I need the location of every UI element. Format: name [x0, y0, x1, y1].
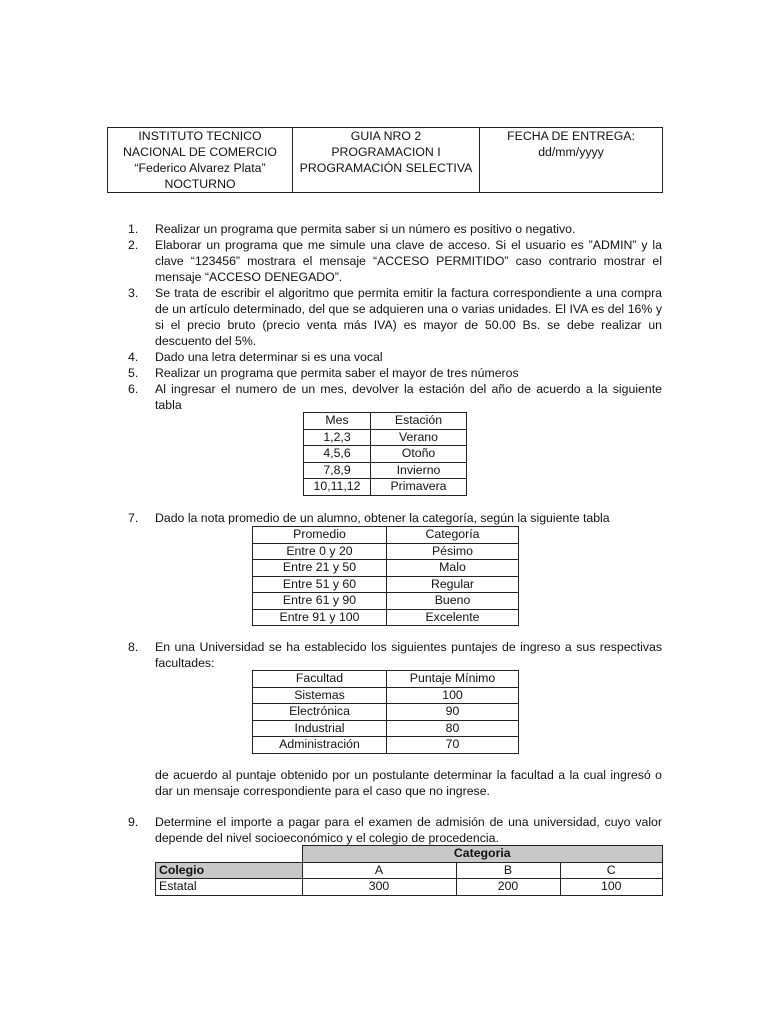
exercise-3 — [128, 285, 662, 349]
item-text: En una Universidad se ha establecido los siguientes puntajes de ingreso a sus respectivas facultades: — [155, 640, 662, 670]
table-cell: Otoño — [371, 446, 467, 463]
table-header: Colegio — [156, 862, 303, 879]
table-cell: Excelente — [387, 609, 519, 626]
table-row — [253, 576, 519, 593]
table-row — [253, 720, 519, 737]
item-number: 9. — [128, 815, 139, 829]
table-row — [304, 462, 467, 479]
table-row — [253, 560, 519, 577]
table-header: Puntaje Mínimo — [387, 671, 519, 688]
table-cell: Administración — [253, 737, 387, 754]
table-cell: Pésimo — [387, 543, 519, 560]
table-row — [304, 479, 467, 496]
table-cell: 1,2,3 — [304, 429, 371, 446]
exercise-8 — [128, 639, 662, 671]
table-cell: Estatal — [156, 879, 303, 896]
table-row — [304, 429, 467, 446]
guide-line: PROGRAMACION I — [331, 145, 441, 159]
table-row — [253, 687, 519, 704]
grade-category-table — [252, 526, 519, 626]
table-cell: Regular — [387, 576, 519, 593]
institution-line: NOCTURNO — [164, 177, 236, 191]
table-cell: Industrial — [253, 720, 387, 737]
table-cell: Primavera — [371, 479, 467, 496]
table-group-header: Categoria — [302, 846, 663, 863]
exercise-4 — [128, 349, 662, 365]
table-cell: Invierno — [371, 462, 467, 479]
table-cell: Entre 91 y 100 — [253, 609, 387, 626]
item-number: 2. — [128, 238, 139, 252]
item-number: 7. — [128, 511, 139, 525]
table-cell: Entre 0 y 20 — [253, 543, 387, 560]
table-row — [253, 543, 519, 560]
table-cell: Entre 51 y 60 — [253, 576, 387, 593]
table-header: Estación — [371, 413, 467, 430]
table-cell: Bueno — [387, 593, 519, 610]
institution-line: INSTITUTO TECNICO — [138, 129, 262, 143]
date-label: FECHA DE ENTREGA: — [507, 129, 635, 143]
item-text: Elaborar un programa que me simule una clave de acceso. Si el usuario es ”ADMIN” y la clave “123456” mostrara el mensaje “ACCESO PERMITIDO” caso contrario mostrar el mensaje “ACCESO DENEGADO”. — [155, 238, 662, 284]
item-number: 5. — [128, 366, 139, 380]
guide-line: GUIA NRO 2 — [350, 129, 422, 143]
table-cell: 80 — [387, 720, 519, 737]
item-text: Realizar un programa que permita saber el mayor de tres números — [155, 366, 519, 380]
item-text: Determine el importe a pagar para el examen de admisión de una universidad, cuyo valor depende del nivel socioeconómico y el colegio de procedencia. — [155, 815, 662, 845]
item-number: 3. — [128, 286, 139, 300]
exercise-2 — [128, 237, 662, 285]
table-cell: Entre 21 y 50 — [253, 560, 387, 577]
item-text: Realizar un programa que permita saber si un número es positivo o negativo. — [155, 222, 576, 236]
table-row — [253, 737, 519, 754]
item-number: 1. — [128, 222, 139, 236]
table-cell: 100 — [387, 687, 519, 704]
table-cell: Entre 61 y 90 — [253, 593, 387, 610]
table-cell: 200 — [456, 879, 560, 896]
table-header: Categoría — [387, 527, 519, 544]
table-cell: 300 — [302, 879, 456, 896]
header-table — [107, 127, 663, 193]
institution-line: NACIONAL DE COMERCIO — [123, 145, 277, 159]
guide-cell — [293, 128, 480, 193]
table-cell: 10,11,12 — [304, 479, 371, 496]
table-cell: 7,8,9 — [304, 462, 371, 479]
school-fee-table — [155, 845, 663, 896]
item-text: Dado una letra determinar si es una vocal — [155, 350, 383, 364]
table-row — [253, 593, 519, 610]
exercise-5 — [128, 365, 662, 381]
table-row — [253, 609, 519, 626]
guide-line: PROGRAMACIÓN SELECTIVA — [299, 161, 473, 175]
table-cell: 90 — [387, 704, 519, 721]
institution-cell — [108, 128, 293, 193]
table-row — [304, 446, 467, 463]
table-header: A — [302, 862, 456, 879]
exercise-7 — [128, 510, 662, 526]
date-value: dd/mm/yyyy — [538, 145, 604, 159]
table-cell: 100 — [560, 879, 663, 896]
table-header: Promedio — [253, 527, 387, 544]
table-header: Facultad — [253, 671, 387, 688]
item-number: 6. — [128, 382, 139, 396]
table-row — [253, 704, 519, 721]
item-text: Dado la nota promedio de un alumno, obtener la categoría, según la siguiente tabla — [155, 511, 610, 525]
item-number: 8. — [128, 640, 139, 654]
item-text: de acuerdo al puntaje obtenido por un postulante determinar la facultad a la cual ingresó o dar un mensaje correspondiente para el caso que no ingrese. — [155, 768, 662, 798]
item-text: Al ingresar el numero de un mes, devolver la estación del año de acuerdo a la siguiente tabla — [155, 382, 662, 412]
date-cell — [480, 128, 663, 193]
table-cell: Sistemas — [253, 687, 387, 704]
table-cell: Malo — [387, 560, 519, 577]
table-header: C — [560, 862, 663, 879]
exercise-8-continuation — [128, 767, 662, 799]
institution-line: “Federico Alvarez Plata” — [134, 161, 266, 175]
table-cell: 70 — [387, 737, 519, 754]
item-text: Se trata de escribir el algoritmo que permita emitir la factura correspondiente a una compra de un artículo determinado, del que se adquieren una o varias unidades. El IVA es del 16% y si el precio bruto (precio venta más IVA) es mayor de 50.00 Bs. se debe realizar un descuento del 5%. — [155, 286, 662, 348]
exercise-1 — [128, 221, 662, 237]
exercise-6 — [128, 381, 662, 413]
table-cell: Electrónica — [253, 704, 387, 721]
faculty-score-table — [252, 670, 519, 754]
exercise-9 — [128, 814, 662, 846]
month-season-table — [303, 412, 467, 496]
table-cell: 4,5,6 — [304, 446, 371, 463]
table-cell: Verano — [371, 429, 467, 446]
empty-cell — [156, 846, 303, 863]
table-header: B — [456, 862, 560, 879]
table-row — [156, 879, 663, 896]
item-number: 4. — [128, 350, 139, 364]
table-header: Mes — [304, 413, 371, 430]
